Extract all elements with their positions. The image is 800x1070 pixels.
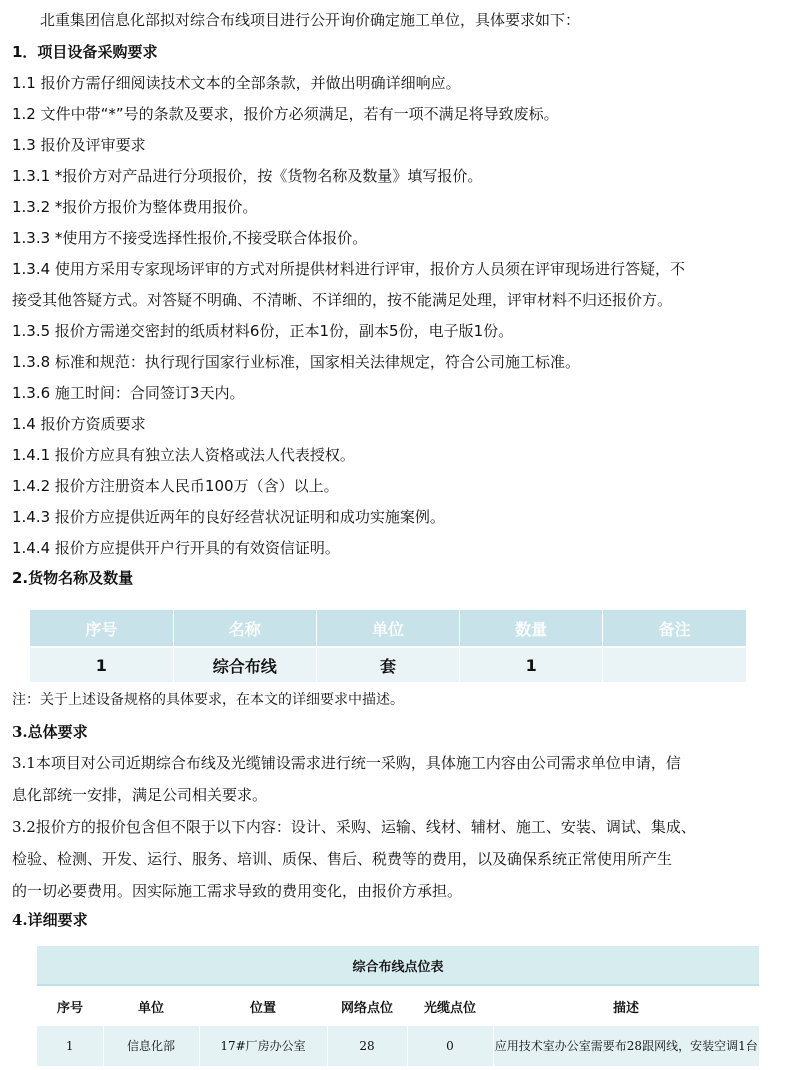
cell-description: 应用技术室办公室需要布28跟网线，安装空调1台	[493, 1026, 759, 1066]
cell-department: 信息化部	[103, 1026, 199, 1066]
clause-1-3-5: 1.3.5 报价方需递交密封的纸质材料6份，正本1份，副本5份，电子版1份。	[12, 322, 514, 340]
goods-note: 注：关于上述设备规格的具体要求，在本文的详细要求中描述。	[12, 692, 404, 708]
clause-1-4-1: 1.4.1 报价方应具有独立法人资格或法人代表授权。	[12, 446, 355, 464]
cell-remark	[603, 647, 746, 682]
clause-3-2: 3.2报价方的报价包含但不限于以下内容：设计、采购、运输、线材、辅材、施工、安装、调试、集成、	[12, 818, 696, 836]
cell-network-points: 28	[327, 1026, 407, 1066]
header-unit: 单位	[316, 610, 459, 647]
header-description: 描述	[493, 985, 759, 1026]
cell-index: 1	[37, 1026, 103, 1066]
clause-1-3-4-cont: 接受其他答疑方式。对答疑不明确、不清晰、不详细的，按不能满足处理，评审材料不归还报价方。	[12, 291, 673, 309]
header-index: 序号	[30, 610, 173, 647]
header-remark: 备注	[603, 610, 746, 647]
section2-title: 2.货物名称及数量	[12, 569, 134, 587]
header-fiber-points: 光缆点位	[407, 985, 493, 1026]
clause-1-3-2: 1.3.2 *报价方报价为整体费用报价。	[12, 198, 258, 216]
clause-3-2-cont2: 的一切必要费用。因实际施工需求导致的费用变化，由报价方承担。	[12, 882, 463, 900]
table-row	[30, 647, 746, 682]
clause-3-1-cont: 息化部统一安排，满足公司相关要求。	[12, 786, 268, 804]
goods-table	[30, 610, 746, 682]
clause-1-4-2: 1.4.2 报价方注册资本人民币100万（含）以上。	[12, 477, 339, 495]
clause-1-3-1: 1.3.1 *报价方对产品进行分项报价，按《货物名称及数量》填写报价。	[12, 167, 483, 185]
header-network-points: 网络点位	[327, 985, 407, 1026]
cell-index: 1	[30, 647, 173, 682]
clause-1-3-6: 1.3.6 施工时间：合同签订3天内。	[12, 384, 245, 402]
clause-1-3-4: 1.3.4 使用方采用专家现场评审的方式对所提供材料进行评审，报价方人员须在评审现场进行答疑，不	[12, 260, 685, 278]
clause-1-4-3: 1.4.3 报价方应提供近两年的良好经营状况证明和成功实施案例。	[12, 508, 445, 526]
header-name: 名称	[173, 610, 316, 647]
points-table	[37, 946, 759, 1066]
clause-1-3-8: 1.3.8 标准和规范：执行现行国家行业标准，国家相关法律规定，符合公司施工标准。	[12, 353, 580, 371]
points-table-caption-row	[37, 946, 759, 985]
clause-3-2-cont1: 检验、检测、开发、运行、服务、培训、质保、售后、税费等的费用，以及确保系统正常使用所产生	[12, 850, 673, 868]
cell-quantity: 1	[460, 647, 603, 682]
cell-location: 17#厂房办公室	[199, 1026, 327, 1066]
cell-name: 综合布线	[173, 647, 316, 682]
table-row	[37, 1026, 759, 1066]
points-table-header	[37, 985, 759, 1026]
cell-unit: 套	[316, 647, 459, 682]
clause-1-4: 1.4 报价方资质要求	[12, 415, 146, 433]
cell-fiber-points: 0	[407, 1026, 493, 1066]
goods-table-header	[30, 610, 746, 647]
clause-1-4-4: 1.4.4 报价方应提供开户行开具的有效资信证明。	[12, 539, 340, 557]
clause-1-2: 1.2 文件中带“*”号的条款及要求，报价方必须满足，若有一项不满足将导致废标。	[12, 105, 559, 123]
clause-1-1: 1.1 报价方需仔细阅读技术文本的全部条款，并做出明确详细响应。	[12, 74, 461, 92]
section3-title: 3.总体要求	[12, 723, 88, 741]
clause-3-1: 3.1本项目对公司近期综合布线及光缆铺设需求进行统一采购，具体施工内容由公司需求单位申请，信	[12, 754, 681, 772]
header-department: 单位	[103, 985, 199, 1026]
section4-title: 4.详细要求	[12, 911, 88, 929]
points-table-caption: 综合布线点位表	[37, 946, 759, 985]
clause-1-3: 1.3 报价及评审要求	[12, 136, 146, 154]
header-index: 序号	[37, 985, 103, 1026]
intro-text: 北重集团信息化部拟对综合布线项目进行公开询价确定施工单位，具体要求如下：	[40, 11, 581, 29]
section1-title: 1．项目设备采购要求	[12, 43, 158, 61]
clause-1-3-3: 1.3.3 *使用方不接受选择性报价,不接受联合体报价。	[12, 229, 368, 247]
header-quantity: 数量	[460, 610, 603, 647]
header-location: 位置	[199, 985, 327, 1026]
